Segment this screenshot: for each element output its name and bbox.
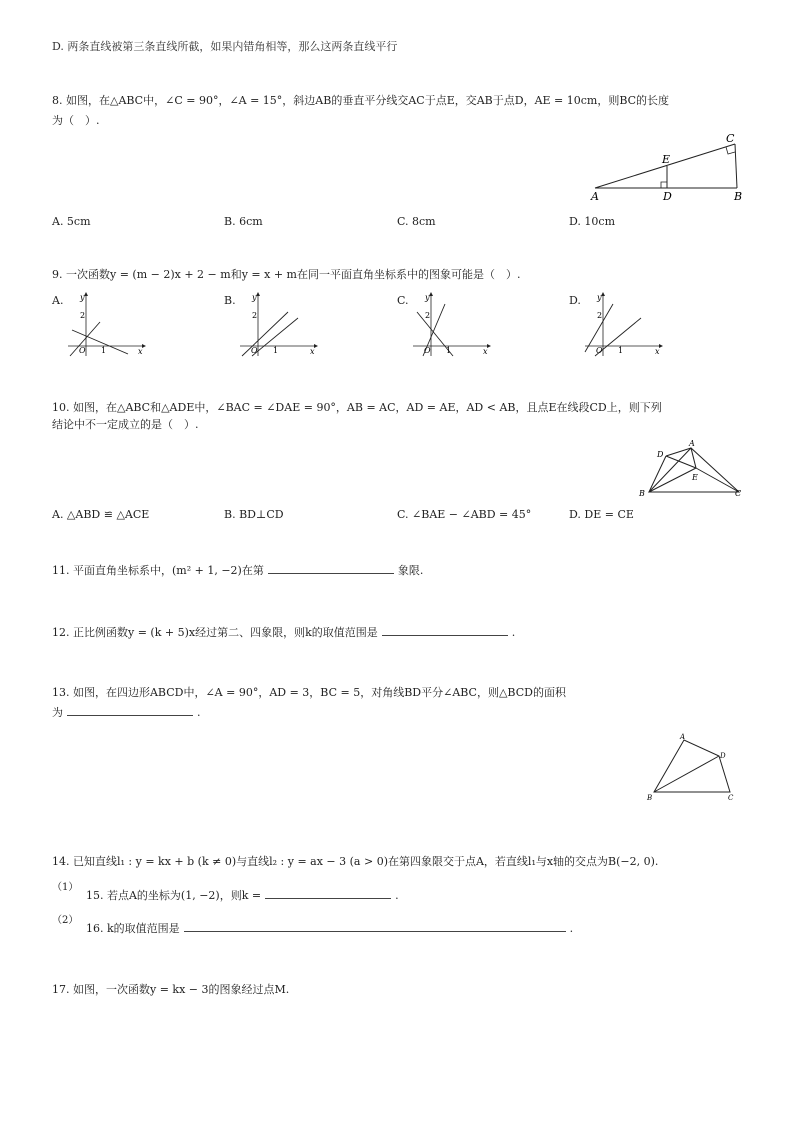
- q17-text: 17. 如图，一次函数y = kx − 3的图象经过点M.: [52, 983, 290, 996]
- f8-label-b: B: [734, 190, 743, 203]
- f10-label-a: A: [689, 439, 695, 448]
- f13-label-b: B: [647, 794, 653, 802]
- q9a-axis-y: y: [80, 293, 85, 302]
- q9-graph-b[interactable]: [238, 290, 318, 358]
- q9a-tick-2: 2: [80, 311, 86, 320]
- q16-text: 16. k的取值范围是: [86, 922, 180, 935]
- q13-answer-blank[interactable]: [67, 705, 193, 716]
- q9c-axis-x: x: [483, 347, 488, 356]
- q15-answer-blank[interactable]: [265, 888, 391, 899]
- q10-text-line2: 结论中不一定成立的是（ ）.: [52, 418, 199, 431]
- q9-text: 9. 一次函数y = (m − 2)x + 2 − m和y = x + m在同一平面直角坐标系中的图象可能是（ ）.: [52, 268, 521, 281]
- q16-subnumber: （2）: [52, 915, 79, 926]
- q10-text-line1: 10. 如图，在△ABC和△ADE中，∠BAC = ∠DAE = 90°，AB = AC，AD = AE，AD < AB，且点E在线段CD上，则下列: [52, 401, 662, 414]
- q16-answer-blank[interactable]: [184, 921, 566, 932]
- q13-prefix: 为: [52, 706, 63, 719]
- q8-text-line1: 8. 如图，在△ABC中，∠C = 90°，∠A = 15°，斜边AB的垂直平分线交AC于点E，交AB于点D，AE = 10cm，则BC的长度: [52, 94, 670, 107]
- q9d-origin: O: [596, 346, 603, 355]
- f10-label-d: D: [657, 450, 664, 459]
- f8-label-d: D: [663, 190, 672, 203]
- f10-label-b: B: [639, 489, 645, 498]
- q14-text: 14. 已知直线l₁ : y = kx + b (k ≠ 0)与直线l₂ : y = ax − 3 (a > 0)在第四象限交于点A，若直线l₁与x轴的交点为B(−2, 0).: [52, 855, 659, 868]
- f8-label-c: C: [726, 132, 735, 145]
- q15-subnumber: （1）: [52, 882, 79, 893]
- q9c-axis-y: y: [425, 293, 430, 302]
- q9d-axis-y: y: [597, 293, 602, 302]
- q9a-tick-1: 1: [101, 346, 107, 355]
- q13-text: 13. 如图，在四边形ABCD中，∠A = 90°，AD = 3，BC = 5，对角线BD平分∠ABC，则△BCD的面积: [52, 686, 566, 699]
- q9b-origin: O: [251, 346, 258, 355]
- q8-text-line2: 为（ ）.: [52, 114, 100, 127]
- q10-option-a[interactable]: A. △ABD ≌ △ACE: [52, 508, 150, 521]
- q9-option-a-label[interactable]: A.: [52, 294, 64, 307]
- q16-suffix: .: [569, 922, 574, 935]
- q9d-axis-x: x: [655, 347, 660, 356]
- q13-line2: [52, 705, 201, 720]
- f13-label-a: A: [680, 733, 686, 741]
- f13-label-c: C: [728, 794, 734, 802]
- q9c-tick-2: 2: [425, 311, 431, 320]
- q11-text: 11. 平面直角坐标系中，(m² + 1, −2)在第: [52, 564, 264, 577]
- q10-option-d[interactable]: D. DE = CE: [569, 508, 634, 521]
- q9-option-b-label[interactable]: B.: [224, 294, 236, 307]
- q9b-tick-1: 1: [273, 346, 279, 355]
- q8-option-b[interactable]: B. 6cm: [224, 215, 263, 228]
- q12-text: 12. 正比例函数y = (k + 5)x经过第二、四象限，则k的取值范围是: [52, 626, 378, 639]
- q9-graph-d[interactable]: [583, 290, 663, 358]
- q9b-axis-y: y: [252, 293, 257, 302]
- q9-graph-c[interactable]: [411, 290, 491, 358]
- f8-label-a: A: [591, 190, 599, 203]
- q9a-origin: O: [79, 346, 86, 355]
- q9-option-c-label[interactable]: C.: [397, 294, 409, 307]
- q8-figure: [585, 130, 755, 205]
- q10-option-b[interactable]: B. BD⊥CD: [224, 508, 284, 521]
- q9a-axis-x: x: [138, 347, 143, 356]
- q9b-tick-2: 2: [252, 311, 258, 320]
- q9-option-d-label[interactable]: D.: [569, 294, 581, 307]
- q13-suffix: .: [197, 706, 201, 719]
- q12-line: [52, 625, 515, 640]
- q9-graph-a[interactable]: [66, 290, 146, 358]
- q16-line: [86, 921, 573, 936]
- f10-label-e: E: [692, 473, 698, 482]
- q15-text: 15. 若点A的坐标为(1, −2)，则k =: [86, 889, 262, 902]
- q15-suffix: .: [395, 889, 399, 902]
- q9b-axis-x: x: [310, 347, 315, 356]
- q10-figure: [636, 440, 751, 500]
- q12-answer-blank[interactable]: [382, 625, 508, 636]
- q9c-tick-1: 1: [446, 346, 452, 355]
- q9c-origin: O: [424, 346, 431, 355]
- q13-figure: [644, 732, 744, 804]
- q10-option-c[interactable]: C. ∠BAE − ∠ABD = 45°: [397, 508, 532, 521]
- q8-option-d[interactable]: D. 10cm: [569, 215, 616, 228]
- f8-label-e: E: [662, 153, 671, 166]
- q8-option-a[interactable]: A. 5cm: [52, 215, 91, 228]
- q11-line: [52, 563, 423, 578]
- q11-answer-blank[interactable]: [268, 563, 394, 574]
- f13-label-d: D: [720, 752, 726, 760]
- q9d-tick-1: 1: [618, 346, 624, 355]
- q15-line: [86, 888, 399, 903]
- q12-suffix: .: [511, 626, 516, 639]
- q11-suffix: 象限.: [397, 564, 424, 577]
- prev-option-d: D. 两条直线被第三条直线所截，如果内错角相等，那么这两条直线平行: [52, 40, 398, 53]
- q8-option-c[interactable]: C. 8cm: [397, 215, 436, 228]
- f10-label-c: C: [735, 489, 742, 498]
- q9d-tick-2: 2: [597, 311, 603, 320]
